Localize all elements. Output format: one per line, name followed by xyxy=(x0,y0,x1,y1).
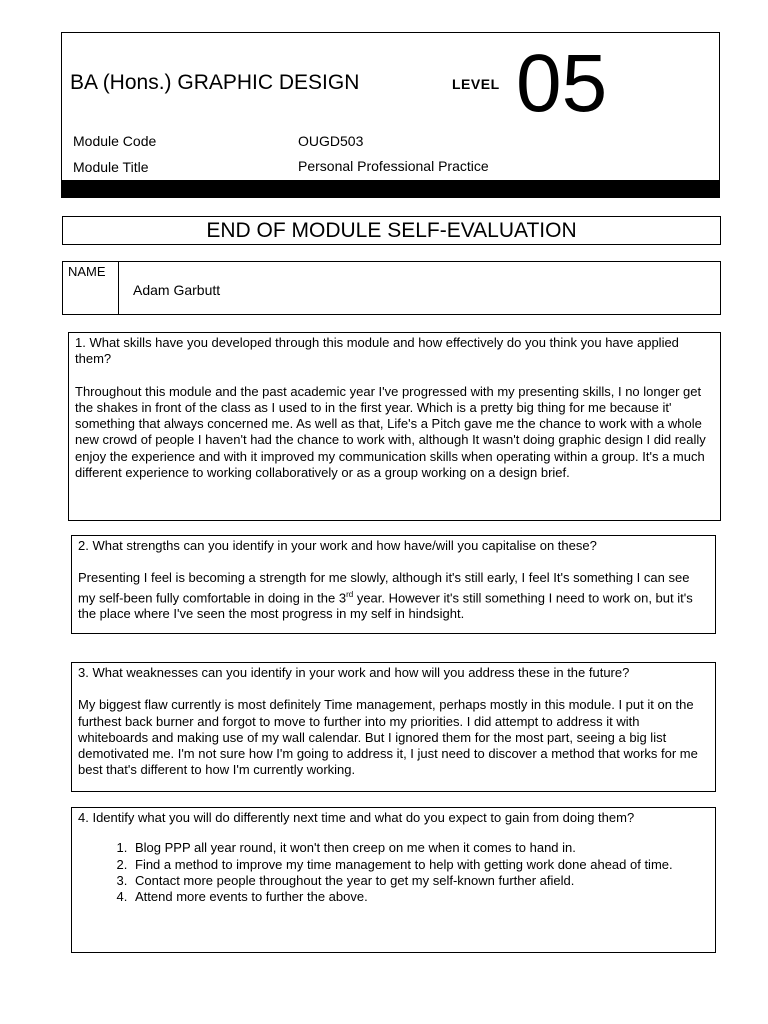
question-2-text: 2. What strengths can you identify in your work and how have/will you capitalise on these? xyxy=(78,538,597,553)
goals-list xyxy=(78,840,709,905)
name-section xyxy=(62,261,721,315)
question-1-answer: Throughout this module and the past academic year I've progressed with my presenting skills, I no longer get the shakes in front of the class as I used to in the first year. Which is a pretty big thing for me because it' something that always concerned me. As well as that, Life's a Pitch gave me the chance to work with a whole new crowd of people I haven't had the chance to work with, although It wasn't doing graphic design I did really enjoy the experience and with it improved my communication skills when operating within a group. It's a much different experience to working collaboratively or as a group working on a design brief. xyxy=(75,383,706,481)
level-label: LEVEL xyxy=(452,76,500,92)
answer-2-part-2: year. However it's still something I need to work on, but it's the place where I've seen the most progress in my self in hindsight. xyxy=(78,589,693,622)
question-4-text: 4. Identify what you will do differently next time and what do you expect to gain from doing them? xyxy=(78,810,635,825)
question-3-text: 3. What weaknesses can you identify in your work and how will you address these in the future? xyxy=(78,665,630,680)
question-4-section xyxy=(71,807,716,953)
question-3-section xyxy=(71,662,716,792)
name-divider xyxy=(118,262,119,314)
header-bar xyxy=(62,180,719,197)
question-2-section xyxy=(71,535,716,634)
answer-2-part-1: Presenting I feel is becoming a strength for me slowly, although it's still early, I feel It's something I can see my self-been fully comfortable in doing in the 3 xyxy=(78,570,690,605)
list-item: 4. Attend more events to further the above. xyxy=(131,889,709,905)
list-item: 1. Blog PPP all year round, it won't then creep on me when it comes to hand in. xyxy=(131,840,709,856)
level-number: 05 xyxy=(516,38,608,129)
module-header xyxy=(61,32,720,198)
module-code-value: OUGD503 xyxy=(298,133,364,149)
module-code-label: Module Code xyxy=(73,133,157,149)
module-title-value: Personal Professional Practice xyxy=(298,158,489,174)
module-title-label: Module Title xyxy=(73,159,149,175)
ordinal-superscript: rd xyxy=(346,589,354,599)
list-item: 2. Find a method to improve my time management to help with getting work done ahead of time. xyxy=(131,857,709,873)
name-label: NAME xyxy=(68,264,106,279)
form-title: END OF MODULE SELF-EVALUATION xyxy=(62,216,721,245)
question-2-answer xyxy=(78,570,709,622)
question-1-section xyxy=(68,332,721,521)
list-item: 3. Contact more people throughout the year to get my self-known further afield. xyxy=(131,873,709,889)
question-3-answer: My biggest flaw currently is most definitely Time management, perhaps mostly in this module. I put it on the furthest back burner and forgot to move to further into my priorities. I did attempt to address it with whiteboards and making use of my wall calendar. But I ignored them for the most part, seeing a big list demotivated me. I'm not sure how I'm going to address it, I just need to discover a method that works for me best that's different to how I'm currently working. xyxy=(78,697,698,778)
question-1-text: 1. What skills have you developed through this module and how effectively do you think you have applied them? xyxy=(75,335,679,367)
name-value: Adam Garbutt xyxy=(133,282,221,298)
programme-title: BA (Hons.) GRAPHIC DESIGN xyxy=(70,71,360,94)
